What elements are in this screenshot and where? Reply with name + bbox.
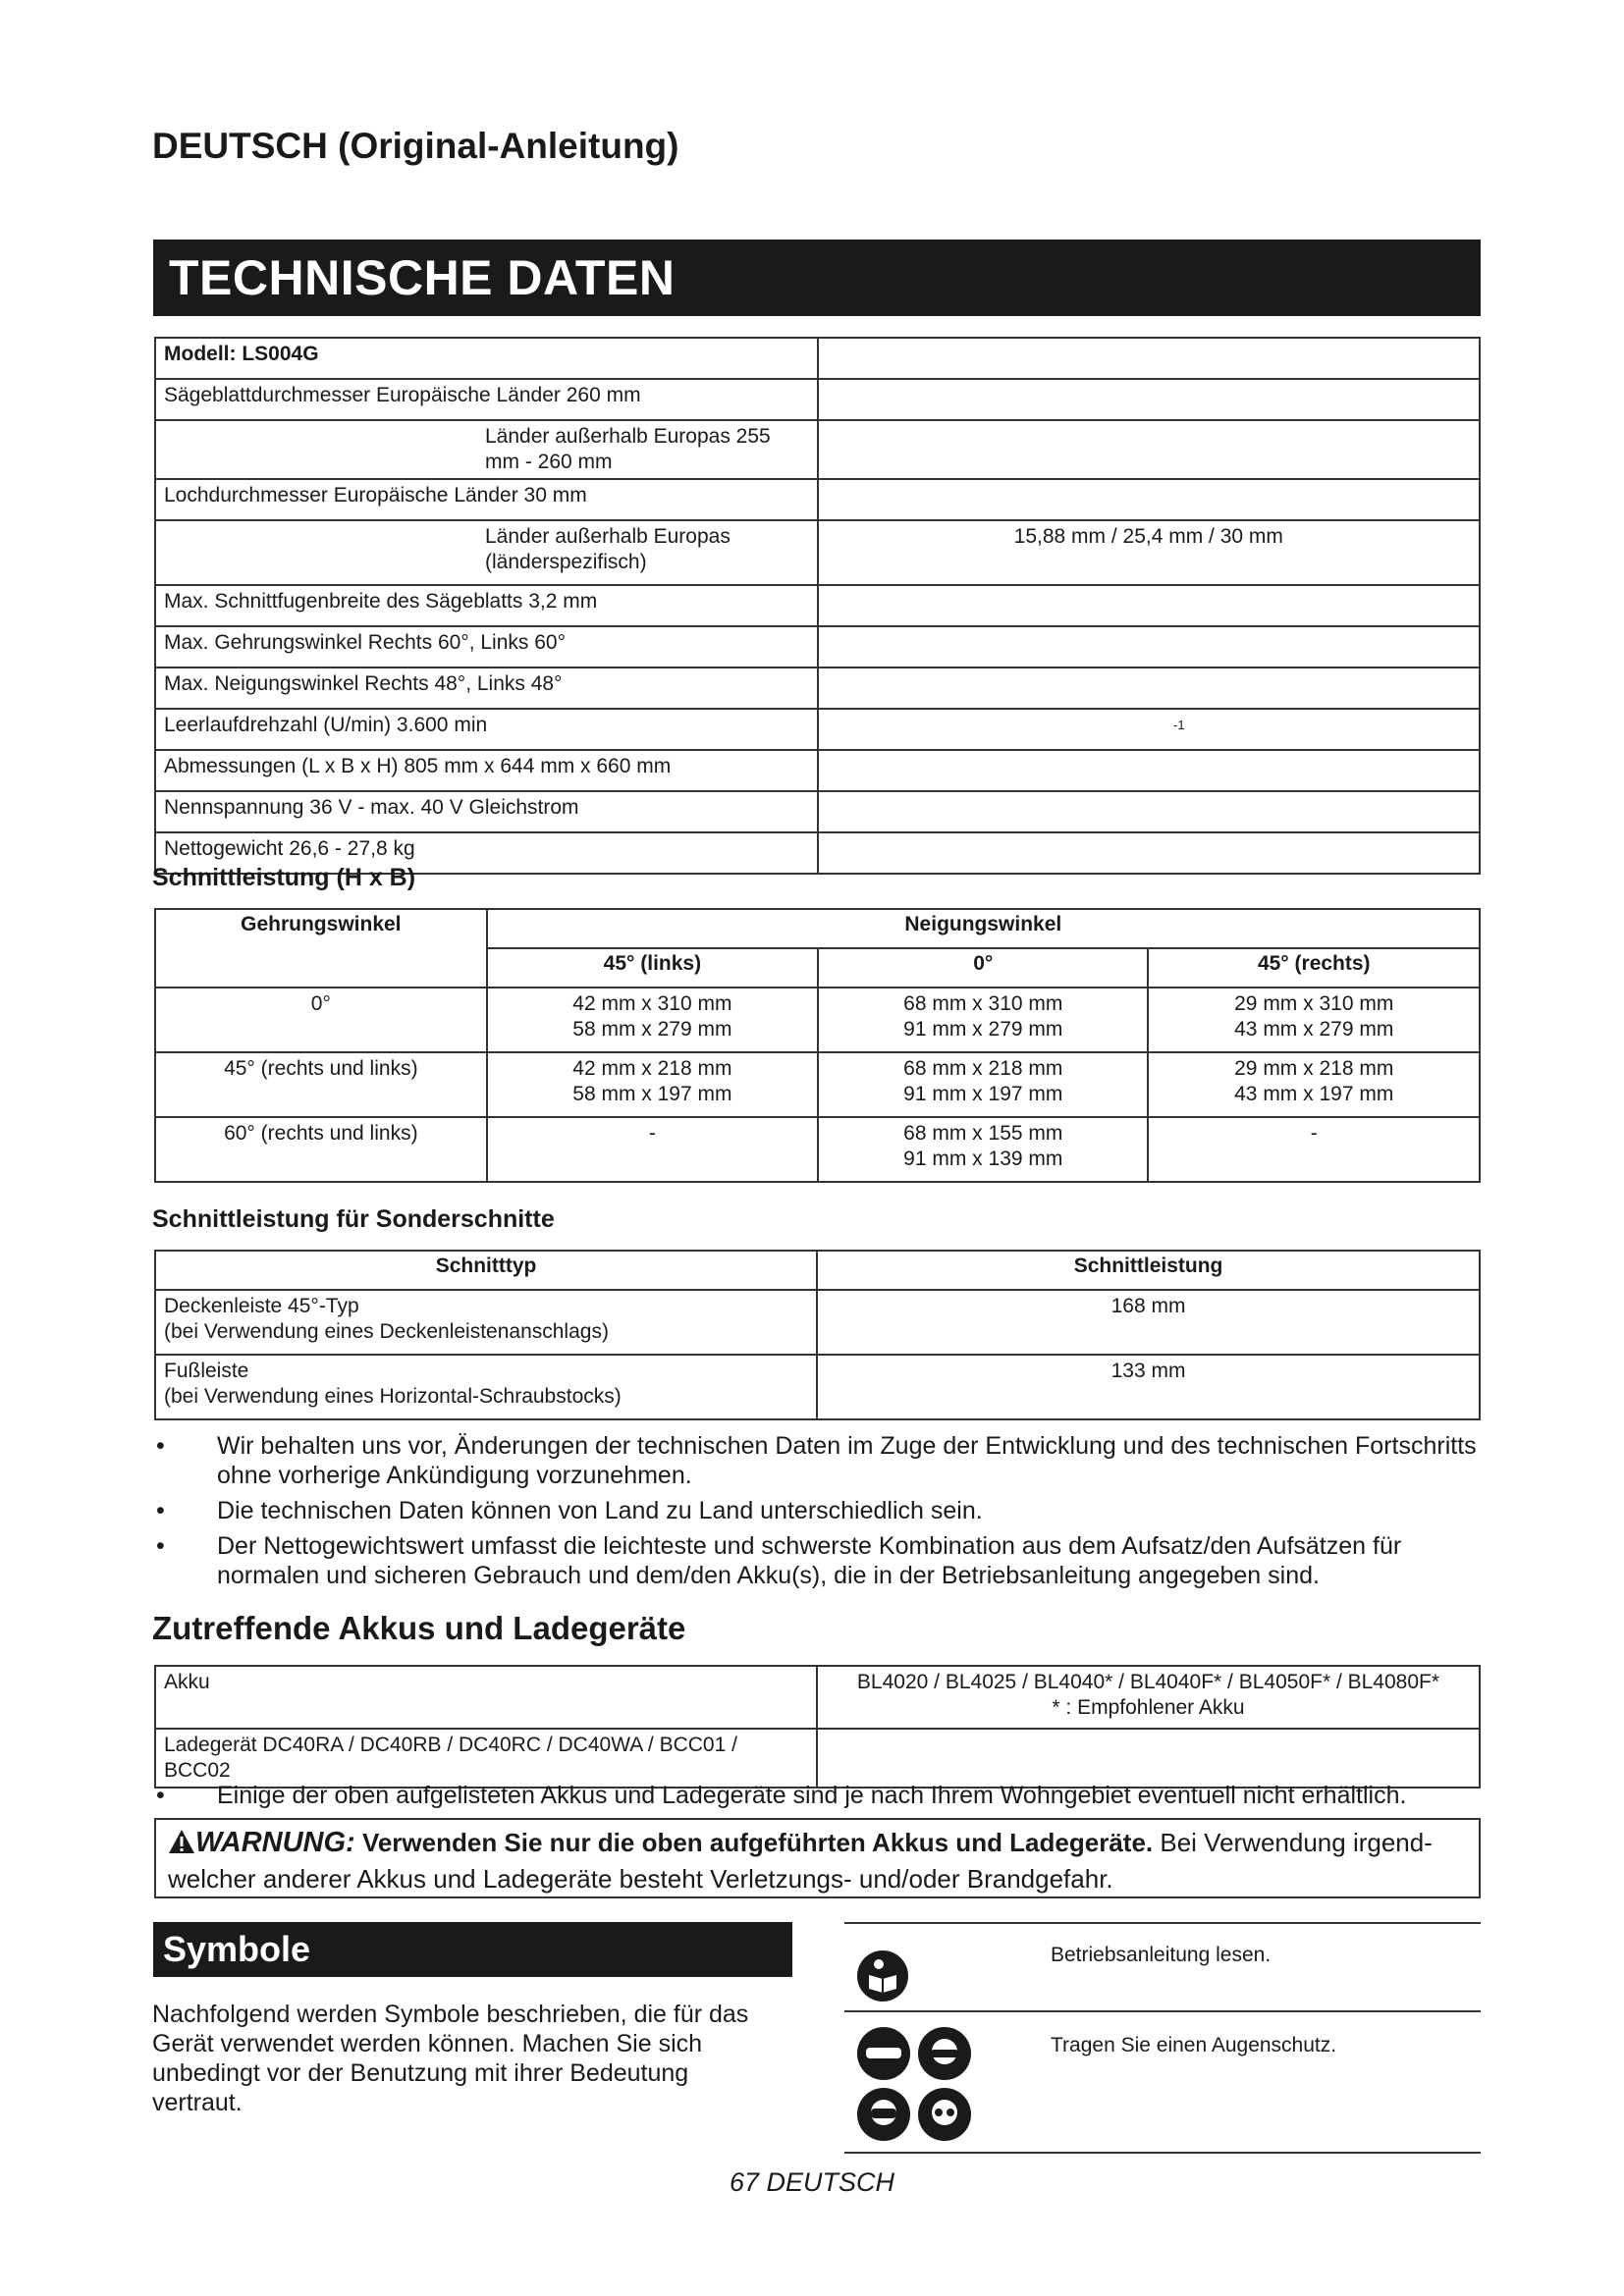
cell-value: 29 mm x 310 mm [1234,992,1394,1015]
net-weight: Nettogewicht 26,6 - 27,8 kg [155,832,818,874]
symbols-title: Symbole [153,1922,792,1977]
kerf-width: Max. Schnittfugenbreite des Sägeblatts 3,2 mm [155,585,818,626]
warning-box [154,1818,1481,1898]
spec-table [154,337,1481,875]
bore-outside-label: Länder außerhalb Europas [485,525,731,548]
cutting-capacity-table [154,908,1481,1183]
max-miter: Max. Gehrungswinkel Rechts 60°, Links 60° [155,626,818,667]
cut-type-header: Schnitttyp [155,1251,817,1290]
warning-label: WARNUNG: [195,1827,355,1858]
note-text: Der Nettogewichtswert umfasst die leichteste und schwerste Kombination aus dem Aufsatz/den Aufsätzen für normalen und sicheren Gebrauch und dem/den Akku(s), die in der Betriebsanleitung angegeben sind. [217,1532,1402,1589]
cut-type: Deckenleiste 45°-Typ [164,1295,359,1317]
akku-label: Akku [155,1666,817,1729]
blade-diameter-outside: Länder außerhalb Europas 255 mm - 260 mm [155,420,818,479]
cell-value: 68 mm x 218 mm [903,1057,1063,1080]
cell-value: 58 mm x 197 mm [572,1083,732,1105]
battery-notes [154,1781,1489,1816]
cut-type-note: (bei Verwendung eines Deckenleistenanschlags) [164,1320,609,1343]
symbol-text: Tragen Sie einen Augenschutz. [1051,2034,1337,2056]
warning-bold-text: Verwenden Sie nur die oben aufgeführten Akkus und Ladegeräte. [361,1828,1154,1857]
bore-outside-cell [155,520,818,585]
cell-value: 91 mm x 139 mm [903,1148,1063,1170]
language-title: DEUTSCH (Original-Anleitung) [152,126,679,166]
cut-type: Fußleiste [164,1360,249,1382]
dimensions: Abmessungen (L x B x H) 805 mm x 644 mm x 660 mm [155,750,818,791]
cell-value: 29 mm x 218 mm [1234,1057,1394,1080]
capacity-value: 133 mm [817,1355,1480,1419]
list-item: • Die technischen Daten können von Land zu Land unterschiedlich sein. [156,1497,983,1524]
speed-superscript: -1 [818,709,1480,750]
list-item: • Wir behalten uns vor, Änderungen der technischen Daten im Zuge der Entwicklung und des technischen Fortschritts ohne vorherige Ankündigung vorzunehmen. [154,1431,1489,1490]
symbols-intro: Nachfolgend werden Symbole beschrieben, die für das Gerät verwendet werden können. Machen Sie sich unbedingt vor der Benutzung mit ihrer Bedeutung vertraut. [152,2001,749,2116]
bevel-col-left: 45° (links) [487,948,818,988]
akku-note: * : Empfohlener Akku [1052,1696,1245,1719]
eye-protection-icon [856,2026,974,2149]
cell-value: 42 mm x 218 mm [572,1057,732,1080]
bore-outside-value: 15,88 mm / 25,4 mm / 30 mm [818,520,1480,585]
note-text: Wir behalten uns vor, Änderungen der technischen Daten im Zuge der Entwicklung und des technischen Fortschritts ohne vorherige Ankündigung vorzunehmen. [217,1432,1477,1489]
akku-models: BL4020 / BL4025 / BL4040* / BL4040F* / BL4050F* / BL4080F* [856,1671,1440,1693]
model-label: Modell: LS004G [155,338,818,379]
max-bevel: Max. Neigungswinkel Rechts 48°, Links 48° [155,667,818,709]
blade-diameter: Sägeblattdurchmesser Europäische Länder 260 mm [155,379,818,420]
capacity-header: Schnittleistung [817,1251,1480,1290]
read-manual-icon [856,1949,909,2007]
cell-value: - [648,1122,656,1145]
cell-value: 43 mm x 197 mm [1234,1083,1394,1105]
bevel-col-right: 45° (rechts) [1148,948,1480,988]
special-cut-title: Schnittleistung für Sonderschnitte [152,1205,555,1233]
cell-value: - [1310,1122,1318,1145]
cell-value: 42 mm x 310 mm [572,992,732,1015]
miter-value: 45° (rechts und links) [155,1052,487,1117]
symbol-row [844,2010,1481,2154]
cell-value: 68 mm x 310 mm [903,992,1063,1015]
page-footer: 67 DEUTSCH [729,2167,895,2197]
note-text: Einige der oben aufgelisteten Akkus und Ladegeräte sind je nach Ihrem Wohngebiet eventuell nicht erhältlich. [217,1782,1407,1809]
bevel-col-zero: 0° [818,948,1148,988]
table-row [155,1117,1480,1182]
miter-value: 0° [155,988,487,1052]
note-text: Die technischen Daten können von Land zu Land unterschiedlich sein. [217,1497,983,1524]
batteries-title: Zutreffende Akkus und Ladegeräte [152,1610,686,1646]
battery-table [154,1665,1481,1789]
table-row [155,1290,1480,1355]
cutting-capacity-title: Schnittleistung (H x B) [152,864,416,891]
warning-text: Bei Verwendung irgend-welcher anderer Akkus und Ladegeräte besteht Verletzungs- und/oder Brandgefahr. [168,1828,1433,1894]
section-title: TECHNISCHE DATEN [153,240,1481,316]
table-row [155,1355,1480,1419]
table-row [155,988,1480,1052]
bore-outside-note: (länderspezifisch) [485,551,647,573]
charger-models: Ladegerät DC40RA / DC40RB / DC40RC / DC40WA / BCC01 / BCC02 [155,1729,817,1788]
warning-icon [168,1829,195,1862]
list-item: • Einige der oben aufgelisteten Akkus und Ladegeräte sind je nach Ihrem Wohngebiet eventuell nicht erhältlich. [156,1782,1407,1809]
cell-value: 91 mm x 197 mm [903,1083,1063,1105]
bore-diameter: Lochdurchmesser Europäische Länder 30 mm [155,479,818,520]
cut-type-note: (bei Verwendung eines Horizontal-Schraubstocks) [164,1385,622,1408]
miter-header: Gehrungswinkel [155,909,487,988]
special-cut-table [154,1250,1481,1420]
spec-notes [154,1431,1489,1596]
cell-value: 68 mm x 155 mm [903,1122,1063,1145]
list-item: • Der Nettogewichtswert umfasst die leichteste und schwerste Kombination aus dem Aufsatz/den Aufsätzen für normalen und sicheren Gebrauch und dem/den Akku(s), die in der Betriebsanleitung angegeben sind. [154,1531,1489,1590]
rated-voltage: Nennspannung 36 V - max. 40 V Gleichstrom [155,791,818,832]
table-row [155,1052,1480,1117]
miter-value: 60° (rechts und links) [155,1117,487,1182]
bevel-header: Neigungswinkel [487,909,1480,948]
cell-value: 91 mm x 279 mm [903,1018,1063,1041]
cell-value: 43 mm x 279 mm [1234,1018,1394,1041]
no-load-speed: Leerlaufdrehzahl (U/min) 3.600 min [155,709,818,750]
symbol-text: Betriebsanleitung lesen. [1051,1944,1272,1966]
symbol-row [844,1922,1481,2012]
capacity-value: 168 mm [817,1290,1480,1355]
cell-value: 58 mm x 279 mm [572,1018,732,1041]
